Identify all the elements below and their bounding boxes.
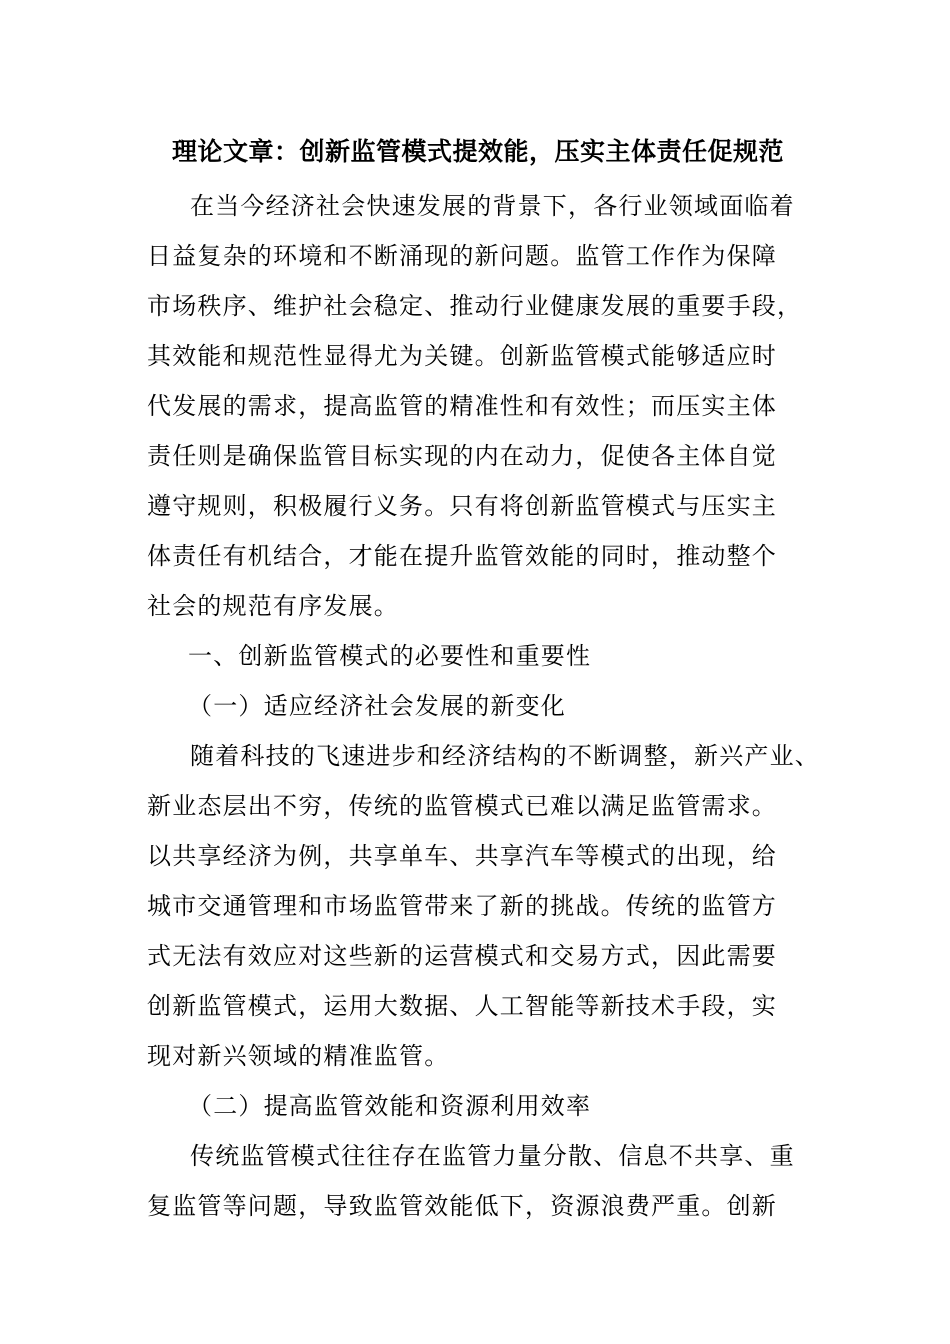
paragraph-line: 随着科技的飞速进步和经济结构的不断调整，新兴产业、 — [190, 742, 820, 770]
section-heading: 一、创新监管模式的必要性和重要性 — [188, 642, 592, 670]
document-title: 理论文章：创新监管模式提效能，压实主体责任促规范 — [172, 137, 785, 166]
paragraph-line: 在当今经济社会快速发展的背景下，各行业领域面临着 — [190, 192, 795, 220]
subsection-heading: （一）适应经济社会发展的新变化 — [188, 692, 566, 720]
paragraph-line: 复监管等问题，导致监管效能低下，资源浪费严重。创新 — [147, 1192, 777, 1220]
paragraph-line: 其效能和规范性显得尤为关键。创新监管模式能够适应时 — [147, 342, 777, 370]
paragraph-line: 责任则是确保监管目标实现的内在动力，促使各主体自觉 — [147, 442, 777, 470]
paragraph-line: 以共享经济为例，共享单车、共享汽车等模式的出现，给 — [147, 842, 777, 870]
paragraph-line: 传统监管模式往往存在监管力量分散、信息不共享、重 — [190, 1142, 795, 1170]
paragraph-line: 现对新兴领域的精准监管。 — [147, 1042, 450, 1070]
paragraph-line: 城市交通管理和市场监管带来了新的挑战。传统的监管方 — [147, 892, 777, 920]
paragraph-line: 社会的规范有序发展。 — [147, 592, 399, 620]
paragraph-line: 遵守规则，积极履行义务。只有将创新监管模式与压实主 — [147, 492, 777, 520]
paragraph-line: 创新监管模式，运用大数据、人工智能等新技术手段，实 — [147, 992, 777, 1020]
paragraph-line: 式无法有效应对这些新的运营模式和交易方式，因此需要 — [147, 942, 777, 970]
paragraph-line: 市场秩序、维护社会稳定、推动行业健康发展的重要手段， — [147, 292, 803, 320]
paragraph-line: 代发展的需求，提高监管的精准性和有效性；而压实主体 — [147, 392, 777, 420]
subsection-heading: （二）提高监管效能和资源利用效率 — [188, 1092, 592, 1120]
paragraph-line: 日益复杂的环境和不断涌现的新问题。监管工作作为保障 — [147, 242, 777, 270]
paragraph-line: 体责任有机结合，才能在提升监管效能的同时，推动整个 — [147, 542, 777, 570]
paragraph-line: 新业态层出不穷，传统的监管模式已难以满足监管需求。 — [147, 792, 777, 820]
